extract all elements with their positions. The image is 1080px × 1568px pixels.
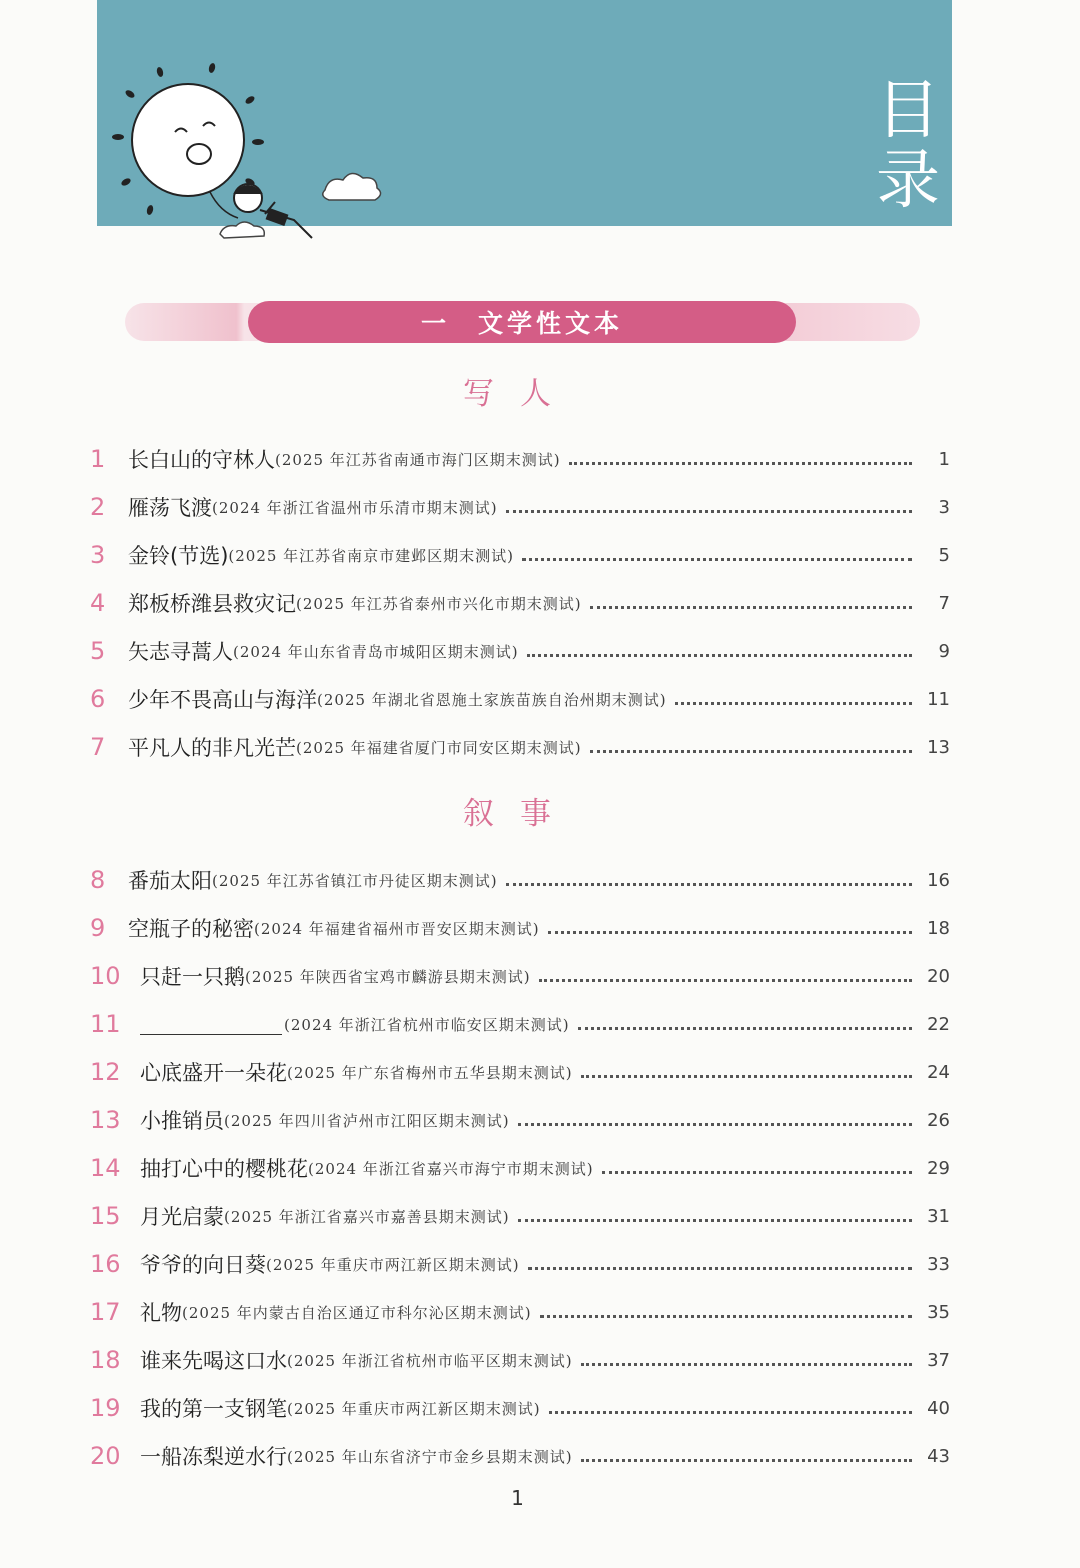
toc-entry[interactable]: [90, 681, 950, 717]
entry-title: 矢志寻蒿人: [128, 640, 233, 664]
dot-leader: [590, 742, 912, 753]
entry-page: 1: [938, 448, 950, 470]
entry-source: (2024 年福建省福州市晋安区期末测试): [254, 919, 540, 938]
entry-source: (2024 年浙江省温州市乐清市期末测试): [212, 498, 498, 517]
entry-page: 26: [927, 1109, 950, 1131]
group-heading-narrative: 叙事: [463, 796, 577, 832]
entry-source: (2025 年江苏省镇江市丹徒区期末测试): [212, 871, 498, 890]
entry-page: 11: [927, 688, 950, 710]
toc-entry[interactable]: [90, 1342, 950, 1378]
entry-source: (2025 年湖北省恩施土家族苗族自治州期末测试): [317, 690, 667, 709]
entry-title: 平凡人的非凡光芒: [128, 736, 296, 760]
entry-number: 19: [90, 1394, 121, 1422]
entry-number: 12: [90, 1058, 121, 1086]
toc-entry[interactable]: [90, 1246, 950, 1282]
entry-title: 郑板桥潍县救灾记: [128, 592, 296, 616]
entry-page: 33: [927, 1253, 950, 1275]
entry-page: 20: [927, 965, 950, 987]
toc-entry[interactable]: [90, 910, 950, 946]
dot-leader: [527, 646, 912, 657]
entry-source: (2025 年广东省梅州市五华县期末测试): [287, 1063, 573, 1082]
entry-number: 10: [90, 962, 121, 990]
entry-page: 24: [927, 1061, 950, 1083]
dot-leader: [539, 971, 912, 982]
toc-entry[interactable]: [90, 1294, 950, 1330]
toc-entry[interactable]: [90, 1198, 950, 1234]
entry-title: 谁来先喝这口水: [140, 1349, 287, 1373]
entry-page: 37: [927, 1349, 950, 1371]
entry-source: (2025 年浙江省杭州市临平区期末测试): [287, 1351, 573, 1370]
entry-page: 31: [927, 1205, 950, 1227]
entry-source: (2024 年浙江省杭州市临安区期末测试): [284, 1015, 570, 1034]
entry-title: 一船冻梨逆水行: [140, 1445, 287, 1469]
entry-title: 爷爷的向日葵: [140, 1253, 266, 1277]
dot-leader: [602, 1163, 912, 1174]
entry-source: (2025 年山东省济宁市金乡县期末测试): [287, 1447, 573, 1466]
entry-source: (2025 年福建省厦门市同安区期末测试): [296, 738, 582, 757]
toc-entry[interactable]: [90, 537, 950, 573]
toc-entry[interactable]: [90, 958, 950, 994]
toc-entry[interactable]: [90, 489, 950, 525]
dot-leader: [549, 1403, 912, 1414]
entry-source: (2025 年四川省泸州市江阳区期末测试): [224, 1111, 510, 1130]
entry-page: 40: [927, 1397, 950, 1419]
title-blank-line: [140, 1014, 282, 1035]
dot-leader: [506, 502, 912, 513]
entry-source: (2025 年江苏省南京市建邺区期末测试): [228, 546, 515, 565]
entry-page: 5: [938, 544, 950, 566]
toc-entry[interactable]: [90, 585, 950, 621]
entry-number: 6: [90, 685, 106, 713]
dot-leader: [528, 1259, 912, 1270]
toc-entry[interactable]: [90, 1150, 950, 1186]
entry-page: 22: [927, 1013, 950, 1035]
header-illustration: [100, 62, 390, 252]
entry-title: 长白山的守林人: [128, 448, 275, 472]
entry-source: (2025 年重庆市两江新区期末测试): [287, 1399, 541, 1418]
toc-entry[interactable]: [90, 1054, 950, 1090]
entry-page: 7: [938, 592, 950, 614]
entry-title: 心底盛开一朵花: [140, 1061, 287, 1085]
entry-page: 43: [927, 1445, 950, 1467]
entry-number: 1: [90, 445, 106, 473]
title-char-1: 目: [876, 74, 940, 148]
entry-title: 空瓶子的秘密: [128, 917, 254, 941]
entry-page: 9: [938, 640, 950, 662]
entry-page: 18: [927, 917, 950, 939]
entry-source: (2025 年重庆市两江新区期末测试): [266, 1255, 520, 1274]
entry-page: 29: [927, 1157, 950, 1179]
page-title: [870, 76, 946, 216]
section-number: 一: [420, 309, 450, 338]
entry-number: 3: [90, 541, 106, 569]
dot-leader: [569, 454, 912, 465]
section-header: [248, 301, 796, 343]
dot-leader: [578, 1019, 912, 1030]
entry-title: 少年不畏高山与海洋: [128, 688, 317, 712]
entry-title: 月光启蒙: [140, 1205, 224, 1229]
toc-entry[interactable]: [90, 633, 950, 669]
toc-entry[interactable]: [90, 862, 950, 898]
entry-number: 11: [90, 1010, 121, 1038]
section-title: 文学性文本: [478, 309, 624, 338]
entry-number: 2: [90, 493, 106, 521]
entry-source: (2024 年浙江省嘉兴市海宁市期末测试): [308, 1159, 594, 1178]
entry-number: 8: [90, 866, 106, 894]
toc-entry[interactable]: [90, 729, 950, 765]
dot-leader: [581, 1355, 912, 1366]
dot-leader: [522, 550, 912, 561]
footer-page-number: 1: [511, 1486, 524, 1510]
entry-number: 20: [90, 1442, 121, 1470]
entry-source: (2025 年浙江省嘉兴市嘉善县期末测试): [224, 1207, 510, 1226]
toc-entry[interactable]: [90, 1102, 950, 1138]
entry-title: 番茄太阳: [128, 869, 212, 893]
entry-title: 金铃(节选): [128, 544, 229, 568]
entry-page: 13: [927, 736, 950, 758]
entry-title: 礼物: [140, 1301, 182, 1325]
entry-source: (2025 年陕西省宝鸡市麟游县期末测试): [245, 967, 531, 986]
entry-source: (2025 年内蒙古自治区通辽市科尔沁区期末测试): [182, 1303, 532, 1322]
entry-number: 14: [90, 1154, 121, 1182]
group-heading-portrait: 写人: [463, 376, 577, 412]
dot-leader: [581, 1451, 912, 1462]
toc-entry[interactable]: [90, 1006, 950, 1042]
dot-leader: [675, 694, 912, 705]
dot-leader: [581, 1067, 912, 1078]
entry-page: 16: [927, 869, 950, 891]
entry-page: 35: [927, 1301, 950, 1323]
entry-title: 我的第一支钢笔: [140, 1397, 287, 1421]
entry-number: 18: [90, 1346, 121, 1374]
entry-number: 5: [90, 637, 106, 665]
dot-leader: [540, 1307, 912, 1318]
toc-entry[interactable]: [90, 441, 950, 477]
entry-source: (2025 年江苏省南通市海门区期末测试): [275, 450, 561, 469]
title-char-2: 录: [876, 144, 940, 218]
toc-entry[interactable]: [90, 1390, 950, 1426]
entry-source: (2025 年江苏省泰州市兴化市期末测试): [296, 594, 582, 613]
entry-number: 17: [90, 1298, 121, 1326]
entry-number: 13: [90, 1106, 121, 1134]
entry-number: 7: [90, 733, 106, 761]
dot-leader: [590, 598, 912, 609]
entry-title: 抽打心中的樱桃花: [140, 1157, 308, 1181]
dot-leader: [548, 923, 912, 934]
entry-title: 只赶一只鹅: [140, 965, 245, 989]
toc-entry[interactable]: [90, 1438, 950, 1474]
dot-leader: [506, 875, 912, 886]
dot-leader: [518, 1115, 912, 1126]
entry-title: 小推销员: [140, 1109, 224, 1133]
entry-number: 15: [90, 1202, 121, 1230]
entry-source: (2024 年山东省青岛市城阳区期末测试): [233, 642, 519, 661]
entry-number: 9: [90, 914, 106, 942]
entry-page: 3: [938, 496, 950, 518]
entry-number: 4: [90, 589, 106, 617]
dot-leader: [518, 1211, 912, 1222]
entry-number: 16: [90, 1250, 121, 1278]
entry-title: 雁荡飞渡: [128, 496, 212, 520]
